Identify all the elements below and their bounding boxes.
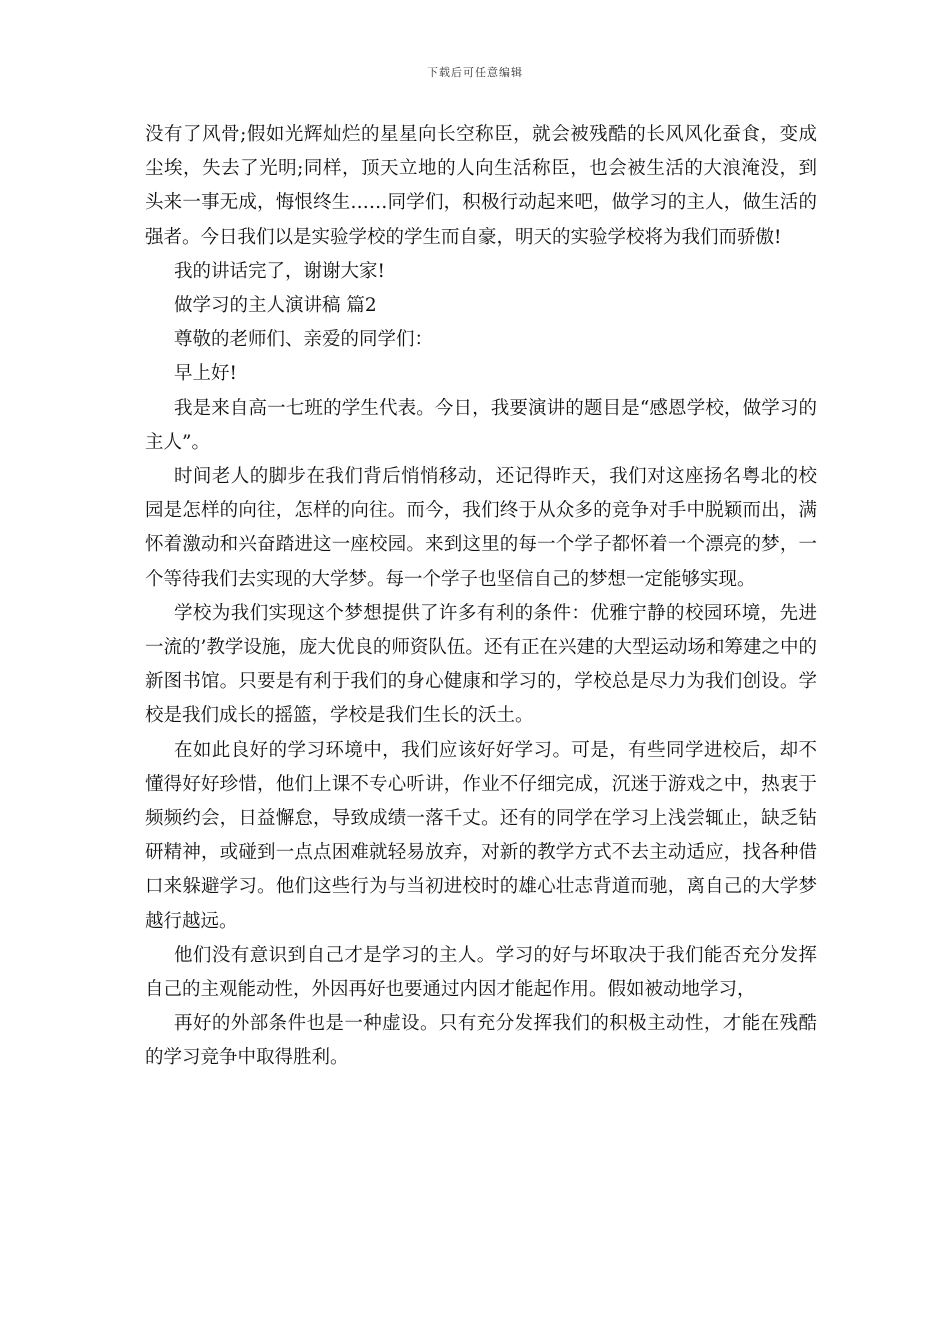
paragraph: 在如此良好的学习环境中，我们应该好好学习。可是，有些同学进校后，却不懂得好好珍惜，他们上课不专心听讲，作业不仔细完成，沉迷于游戏之中，热衷于频频约会，日益懈怠，导致成绩一落千丈。还有的同学在学习上浅尝辄止，缺乏钻研精神，或碰到一点点困难就轻易放弃，对新的教学方式不去主动适应，找各种借口来躲避学习。他们这些行为与当初进校时的雄心壮志背道而驰，离自己的大学梦越行越远。 bbox=[145, 739, 817, 932]
salutation: 尊敬的老师们、亲爱的同学们： bbox=[174, 329, 434, 351]
document-body bbox=[145, 118, 817, 1076]
paragraph: 没有了风骨;假如光辉灿烂的星星向长空称臣，就会被残酷的长风风化蚕食，变成尘埃，失去了光明;同样，顶天立地的人向生活称臣，也会被生活的大浪淹没，到头来一事无成，悔恨终生……同学们，积极行动起来吧，做学习的主人，做生活的强者。今日我们以是实验学校的学生而自豪，明天的实验学校将为我们而骄傲! bbox=[145, 124, 817, 248]
greeting: 早上好! bbox=[174, 363, 237, 385]
paragraph: 我是来自高一七班的学生代表。今日，我要演讲的题目是“感恩学校，做学习的主人”。 bbox=[145, 397, 817, 453]
paragraph: 再好的外部条件也是一种虚设。只有充分发挥我们的积极主动性，才能在残酷的学习竞争中取得胜利。 bbox=[145, 1013, 817, 1069]
paragraph: 他们没有意识到自己才是学习的主人。学习的好与坏取决于我们能否充分发挥自己的主观能动性，外因再好也要通过内因才能起作用。假如被动地学习， bbox=[145, 944, 817, 1001]
section-heading: 做学习的主人演讲稿 篇2 bbox=[174, 295, 377, 317]
paragraph: 时间老人的脚步在我们背后悄悄移动，还记得昨天，我们对这座扬名粤北的校园是怎样的向往，怎样的向往。而今，我们终于从众多的竞争对手中脱颖而出，满怀着激动和兴奋踏进这一座校园。来到这里的每一个学子都怀着一个漂亮的梦，一个等待我们去实现的大学梦。每一个学子也坚信自己的梦想一定能够实现。 bbox=[145, 466, 817, 590]
paragraph: 学校为我们实现这个梦想提供了许多有利的条件：优雅宁静的校园环境，先进一流的’教学设施，庞大优良的师资队伍。还有正在兴建的大型运动场和筹建之中的新图书馆。只要是有利于我们的身心健康和学习的，学校总是尽力为我们创设。学校是我们成长的摇篮，学校是我们生长的沃土。 bbox=[145, 602, 817, 727]
page-header: 下载后可任意编辑 bbox=[427, 66, 523, 79]
paragraph: 我的讲话完了，谢谢大家! bbox=[174, 260, 385, 282]
